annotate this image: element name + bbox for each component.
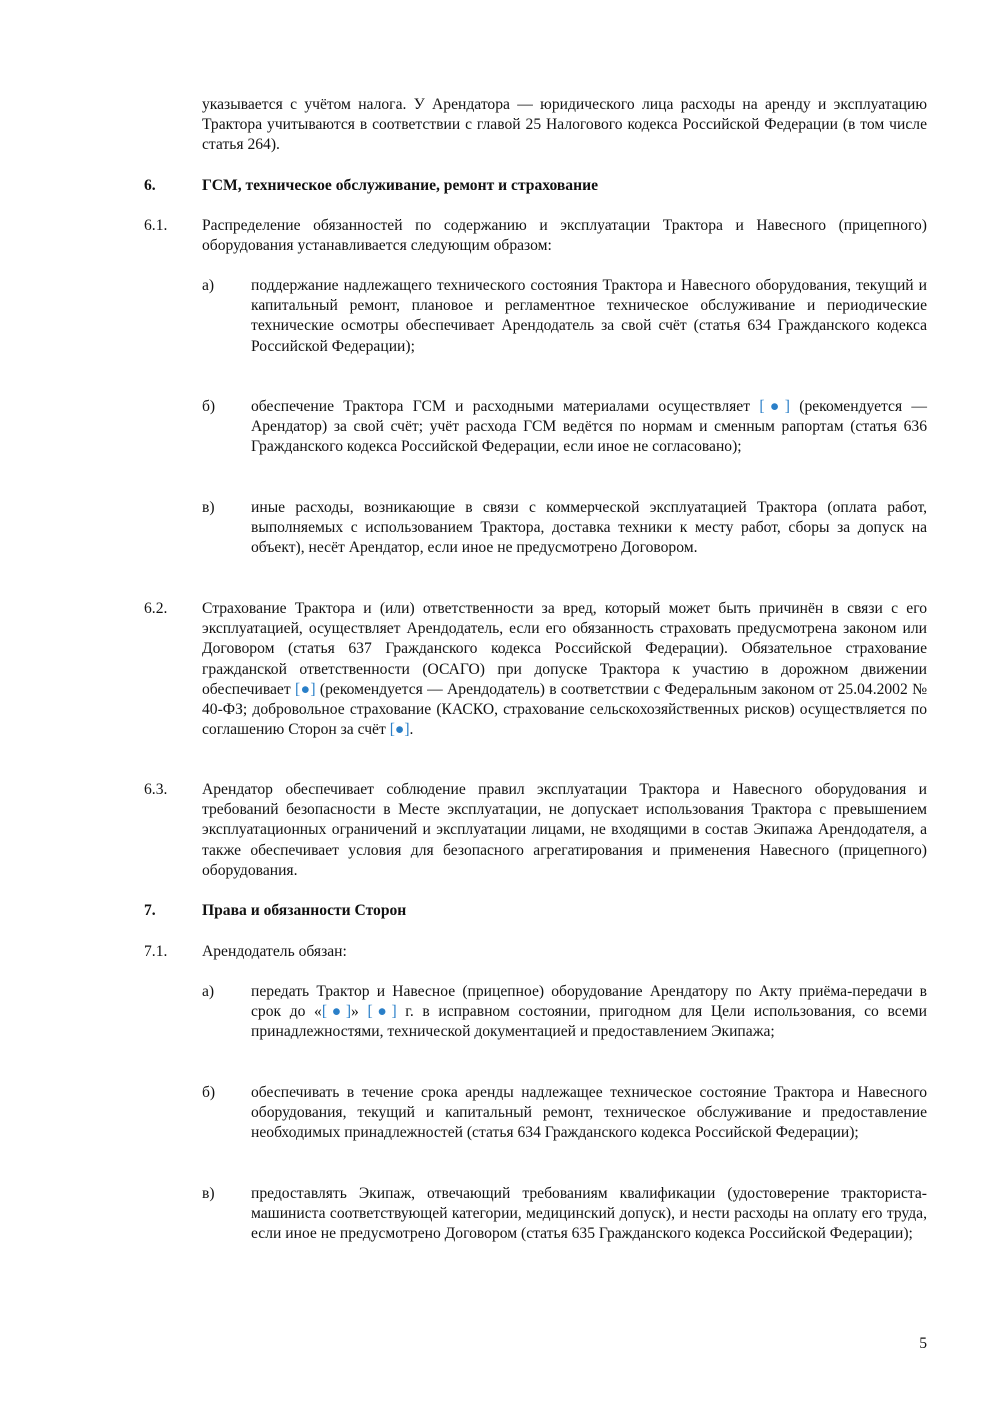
- clause-7-1-a-part1: передать Трактор и Навесное (прицепное) оборудование Арендатору по Акту приёма-передачи в срок до «: [251, 983, 927, 1021]
- page-number: 5: [919, 1335, 927, 1352]
- clause-6-1-b-part2: (рекомендуется — Арендатор) за свой счёт; учёт расхода ГСМ ведётся по нормам и сменным рапортам (статья 636 Гражданского кодекса Российской Федерации, если иное не согласовано);: [251, 398, 928, 456]
- clause-6-1-c-letter: в): [202, 499, 215, 516]
- section-7-number: 7.: [144, 902, 156, 919]
- intro-paragraph: указывается с учётом налога. У Арендатора — юридического лица расходы на аренду и эксплуатацию Трактора учитываются в соответствии с главой 25 Налогового кодекса Российской Федерации (в том числе статья 264).: [202, 96, 927, 154]
- section-7-title: Права и обязанности Сторон: [202, 902, 407, 919]
- clause-6-2-part2: (рекомендуется — Арендодатель) в соответствии с Федеральным законом от 25.04.2002 № 40-ФЗ; добровольное страхование (КАСКО, страхование сельскохозяйственных рисков) осуществляется по соглашению Сторон за счёт: [202, 680, 927, 739]
- clause-6-2-text: [202, 599, 927, 740]
- clause-7-1-c-letter: в): [202, 1185, 215, 1202]
- section-6-title: ГСМ, техническое обслуживание, ремонт и страхование: [202, 177, 598, 194]
- clause-6-2-part3: .: [409, 721, 414, 739]
- clause-6-2-part1: Страхование Трактора и (или) ответственности за вред, который может быть причинён в связи с его эксплуатацией, осуществляет Арендодатель, если его обязанность страховать предусмотрена законом или Договором (статья 637 Гражданского кодекса Российской Федерации). Обязательное страхование гражданской ответственности (ОСАГО) при допуске Трактора к участию в дорожном движении обеспечивает: [202, 600, 927, 698]
- clause-7-1-text: Арендодатель обязан:: [202, 943, 347, 960]
- clause-6-2-number: 6.2.: [144, 600, 168, 617]
- clause-6-1-b-letter: б): [202, 398, 216, 415]
- clause-7-1-c-text: предоставлять Экипаж, отвечающий требованиям квалификации (удостоверение тракториста-машиниста соответствующей категории, медицинский допуск), и нести расходы на оплату его труда, если иное не предусмотрено Договором (статья 635 Гражданского кодекса Российской Федерации);: [251, 1185, 927, 1243]
- clause-6-3-text: Арендатор обеспечивает соблюдение правил эксплуатации Трактора и Навесного оборудования и требований безопасности в Месте эксплуатации, не допускает использования Трактора с превышением эксплуатационных ограничений и эксплуатации лицами, не входящими в состав Экипажа Арендодателя, а также обеспечивает условия для безопасного агрегатирования и применения Навесного (прицепного) оборудования.: [202, 781, 927, 879]
- clause-6-1-number: 6.1.: [144, 217, 168, 234]
- placeholder-marker: [●]: [367, 1003, 397, 1021]
- clause-7-1-a-part2: »: [351, 1003, 368, 1021]
- placeholder-marker: [●]: [389, 721, 410, 739]
- clause-7-1-a-text: [251, 982, 927, 1043]
- clause-6-1-b-text: [251, 397, 927, 458]
- clause-6-1-c-text: иные расходы, возникающие в связи с коммерческой эксплуатацией Трактора (оплата работ, выполняемых с использованием Трактора, доставка техники к месту работ, сборы за допуск на объект), несёт Арендатор, если иное не предусмотрено Договором.: [251, 499, 927, 557]
- clause-6-3-number: 6.3.: [144, 781, 168, 798]
- clause-7-1-b-text: обеспечивать в течение срока аренды надлежащее техническое состояние Трактора и Навесного оборудования, текущий и капитальный ремонт, техническое обслуживание и предоставление необходимых принадлежностей (статья 634 Гражданского кодекса Российской Федерации);: [251, 1084, 927, 1142]
- clause-7-1-a-letter: а): [202, 983, 215, 1000]
- clause-6-1-text: Распределение обязанностей по содержанию и эксплуатации Трактора и Навесного (прицепного) оборудования устанавливается следующим образом:: [202, 217, 927, 255]
- clause-7-1-number: 7.1.: [144, 943, 168, 960]
- placeholder-marker: [●]: [294, 680, 316, 698]
- placeholder-marker: [●]: [759, 398, 790, 415]
- clause-7-1-a-part3: г. в исправном состоянии, пригодном для Цели использования, со всеми принадлежностями, технической документацией и предоставлением Экипажа;: [251, 1003, 927, 1041]
- clause-6-1-a-letter: а): [202, 277, 215, 294]
- clause-7-1-b-letter: б): [202, 1084, 216, 1101]
- clause-6-1-b-part1: обеспечение Трактора ГСМ и расходными материалами осуществляет: [251, 398, 760, 415]
- section-6-number: 6.: [144, 177, 156, 194]
- clause-6-1-a-text: поддержание надлежащего технического состояния Трактора и Навесного оборудования, текущий и капитальный ремонт, плановое и регламентное техническое обслуживание и периодические технические осмотры обеспечивает Арендодатель за свой счёт (статья 634 Гражданского кодекса Российской Федерации);: [251, 277, 927, 355]
- placeholder-marker: [●]: [321, 1003, 352, 1021]
